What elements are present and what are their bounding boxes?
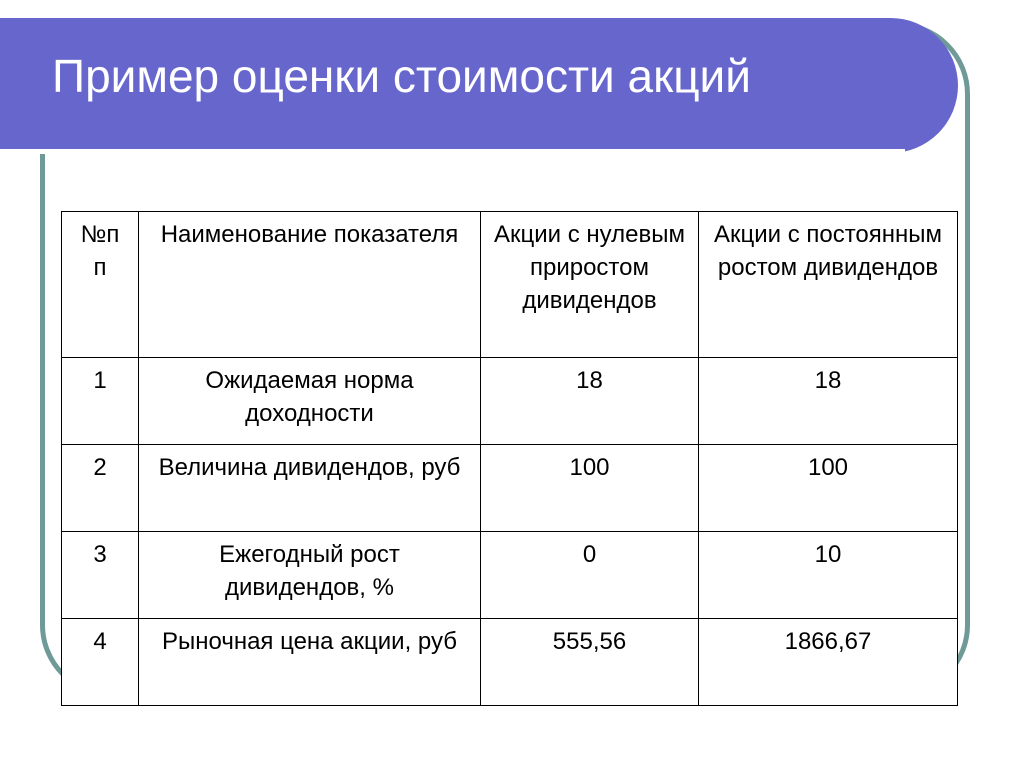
constant-growth-value-cell: 18 [699, 358, 958, 445]
zero-growth-value-cell: 0 [481, 532, 699, 619]
header-indicator-name: Наименование показателя [139, 212, 481, 358]
slide-title: Пример оценки стоимости акций [52, 50, 751, 102]
table-header-row [62, 212, 958, 358]
indicator-name-cell: Рыночная цена акции, руб [139, 619, 481, 706]
table-row [62, 532, 958, 619]
constant-growth-value-cell: 10 [699, 532, 958, 619]
constant-growth-value-cell: 100 [699, 445, 958, 532]
constant-growth-value-cell: 1866,67 [699, 619, 958, 706]
table-row [62, 445, 958, 532]
row-number-cell: 3 [62, 532, 139, 619]
valuation-table [61, 211, 958, 706]
row-number-cell: 4 [62, 619, 139, 706]
row-number-cell: 2 [62, 445, 139, 532]
header-number: №п п [62, 212, 139, 358]
table-row [62, 358, 958, 445]
indicator-name-cell: Ожидаемая норма доходности [139, 358, 481, 445]
zero-growth-value-cell: 18 [481, 358, 699, 445]
indicator-name-cell: Ежегодный рост дивидендов, % [139, 532, 481, 619]
title-underline [0, 149, 905, 154]
table-row [62, 619, 958, 706]
zero-growth-value-cell: 100 [481, 445, 699, 532]
row-number-cell: 1 [62, 358, 139, 445]
header-constant-growth: Акции с постоянным ростом дивидендов [699, 212, 958, 358]
header-zero-growth: Акции с нулевым приростом дивидендов [481, 212, 699, 358]
indicator-name-cell: Величина дивидендов, руб [139, 445, 481, 532]
zero-growth-value-cell: 555,56 [481, 619, 699, 706]
